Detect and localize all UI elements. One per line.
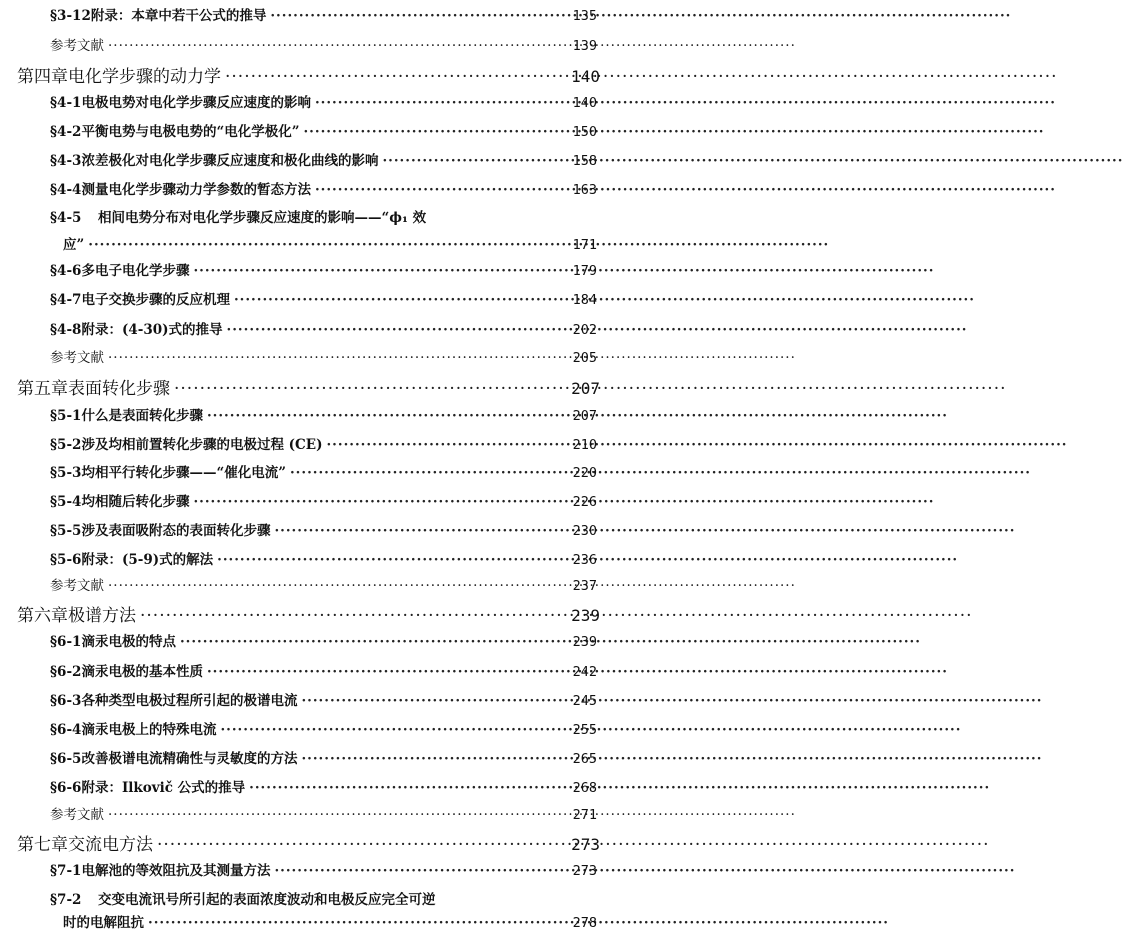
page-number: 242 — [572, 664, 597, 680]
dot-leader — [315, 95, 569, 111]
entry-title: 均相平行转化步骤——“催化电流” — [81, 465, 286, 481]
page-number: 239 — [571, 606, 600, 625]
dot-leader — [180, 634, 569, 650]
section-number: §4-6 — [50, 263, 82, 279]
toc-entry — [50, 259, 597, 279]
section-number: §5-5 — [50, 523, 82, 539]
entry-title: 多电子电化学步骤 — [81, 263, 190, 279]
toc-entry — [50, 660, 597, 680]
entry-title: 各种类型电极过程所引起的极谱电流 — [81, 693, 298, 709]
entry-title: 均相随后转化步骤 — [81, 494, 190, 510]
toc-entry — [50, 859, 597, 879]
page-number: 273 — [571, 835, 600, 854]
entry-title: 极谱方法 — [68, 606, 136, 626]
page-number: 205 — [572, 350, 597, 366]
toc-entry — [50, 4, 597, 24]
section-number: §6-2 — [50, 664, 82, 680]
entry-title: 附录：(4-30)式的推导 — [81, 322, 223, 338]
toc-entry — [50, 548, 597, 568]
page-number: 255 — [572, 722, 597, 738]
section-number: §7-1 — [50, 863, 82, 879]
dot-leader — [274, 863, 568, 879]
entry-title: 参考文献 — [50, 807, 104, 823]
section-number: §5-6 — [50, 552, 82, 568]
chapter-number: 第六章 — [17, 606, 68, 626]
references-entry — [50, 34, 597, 54]
toc-entry-continuation — [63, 911, 597, 931]
chapter-entry — [17, 374, 600, 399]
page-number: 140 — [571, 67, 600, 86]
toc-entry — [50, 91, 597, 111]
dot-leader — [382, 153, 568, 169]
dot-leader — [108, 38, 569, 54]
dot-leader — [207, 408, 569, 424]
entry-title: 涉及表面吸附态的表面转化步骤 — [81, 523, 271, 539]
section-number: §6-5 — [50, 751, 82, 767]
section-number: §6-4 — [50, 722, 82, 738]
toc-entry — [50, 433, 597, 453]
dot-leader — [249, 780, 568, 796]
page-number: 236 — [572, 552, 597, 568]
toc-entry — [50, 461, 597, 481]
toc-entry — [50, 404, 597, 424]
toc-entry — [50, 178, 597, 198]
entry-title: 滴汞电极的特点 — [81, 634, 176, 650]
page-number: 207 — [571, 379, 600, 398]
entry-title: 浓差极化对电化学步骤反应速度和极化曲线的影响 — [81, 153, 379, 169]
dot-leader — [303, 124, 568, 140]
dot-leader — [174, 379, 567, 399]
dot-leader — [225, 67, 567, 87]
dot-leader — [220, 722, 568, 738]
dot-leader — [108, 350, 569, 366]
toc-entry — [50, 776, 597, 796]
entry-title: 电子交换步骤的反应机理 — [81, 292, 230, 308]
dot-leader — [148, 915, 569, 931]
dot-leader — [140, 606, 567, 626]
section-number: §5-4 — [50, 494, 82, 510]
entry-title: 附录：(5-9)式的解法 — [81, 552, 214, 568]
page-number: 202 — [572, 322, 597, 338]
section-number: §5-2 — [50, 437, 82, 453]
entry-title: 表面转化步骤 — [68, 379, 170, 399]
entry-title: 平衡电势与电极电势的“电化学极化” — [81, 124, 300, 140]
entry-title-continuation: 时的电解阻抗 — [63, 915, 144, 931]
page-number: 207 — [572, 408, 597, 424]
dot-leader — [326, 437, 568, 453]
entry-title: 附录：Ilkovič 公式的推导 — [81, 780, 246, 796]
dot-leader — [301, 693, 568, 709]
page-number: 268 — [572, 780, 597, 796]
page-number: 245 — [572, 693, 597, 709]
page-number: 171 — [572, 237, 597, 253]
entry-title: 什么是表面转化步骤 — [81, 408, 203, 424]
dot-leader — [193, 494, 568, 510]
page-number: 230 — [572, 523, 597, 539]
toc-entry — [50, 718, 597, 738]
page-number: 265 — [572, 751, 597, 767]
dot-leader — [217, 552, 568, 568]
section-number: §5-3 — [50, 465, 82, 481]
entry-title: 测量电化学步骤动力学参数的暂态方法 — [81, 182, 311, 198]
entry-title: 参考文献 — [50, 578, 104, 594]
toc-entry — [50, 120, 597, 140]
page-number: 273 — [572, 863, 597, 879]
section-number: §4-7 — [50, 292, 82, 308]
section-number: §4-5 — [50, 210, 82, 226]
entry-title: 滴汞电极上的特殊电流 — [81, 722, 217, 738]
page-number: 226 — [572, 494, 597, 510]
section-number: §4-8 — [50, 322, 82, 338]
page-number: 139 — [572, 38, 597, 54]
section-number: §4-3 — [50, 153, 82, 169]
entry-title: 电化学步骤的动力学 — [68, 67, 221, 87]
page-number: 271 — [572, 807, 597, 823]
page-number: 135 — [572, 8, 597, 24]
references-entry — [50, 803, 597, 823]
page-number: 150 — [572, 124, 597, 140]
entry-title: 参考文献 — [50, 38, 104, 54]
page-number: 278 — [572, 915, 597, 931]
toc-entry — [50, 747, 597, 767]
toc-entry — [50, 888, 597, 908]
toc-entry — [50, 288, 597, 308]
page-number: 220 — [572, 465, 597, 481]
section-number: §6-1 — [50, 634, 82, 650]
chapter-entry — [17, 830, 600, 855]
chapter-entry — [17, 62, 600, 87]
chapter-number: 第四章 — [17, 67, 68, 87]
section-number: §4-4 — [50, 182, 82, 198]
entry-title: 涉及均相前置转化步骤的电极过程 (CE) — [81, 437, 323, 453]
dot-leader — [108, 578, 569, 594]
entry-title-continuation: 应” — [63, 237, 85, 253]
chapter-entry — [17, 601, 600, 626]
section-number: §6-3 — [50, 693, 82, 709]
dot-leader — [315, 182, 569, 198]
page-number: 179 — [572, 263, 597, 279]
dot-leader — [157, 835, 567, 855]
toc-entry — [50, 490, 597, 510]
references-entry — [50, 346, 597, 366]
section-number: §3-12 — [50, 8, 91, 24]
entry-title: 参考文献 — [50, 350, 104, 366]
entry-title: 附录：本章中若干公式的推导 — [90, 8, 267, 24]
page-number: 140 — [572, 95, 597, 111]
section-number: §7-2 — [50, 892, 82, 908]
dot-leader — [234, 292, 569, 308]
toc-entry — [50, 318, 597, 338]
entry-title: 电解池的等效阻抗及其测量方法 — [81, 863, 271, 879]
entry-title: 电极电势对电化学步骤反应速度的影响 — [81, 95, 311, 111]
page-number: 163 — [572, 182, 597, 198]
entry-title: 相间电势分布对电化学步骤反应速度的影响——“ϕ₁ 效 — [98, 210, 427, 226]
dot-leader — [193, 263, 568, 279]
entry-title: 滴汞电极的基本性质 — [81, 664, 203, 680]
dot-leader — [274, 523, 568, 539]
toc-entry — [50, 206, 597, 226]
page-number: 184 — [572, 292, 597, 308]
dot-leader — [227, 322, 569, 338]
page-number: 239 — [572, 634, 597, 650]
entry-title: 交变电流讯号所引起的表面浓度波动和电极反应完全可逆 — [98, 892, 436, 908]
section-number: §4-1 — [50, 95, 82, 111]
section-number: §5-1 — [50, 408, 82, 424]
section-number: §4-2 — [50, 124, 82, 140]
toc-entry — [50, 630, 597, 650]
dot-leader — [108, 807, 569, 823]
toc-entry-continuation — [63, 233, 597, 253]
dot-leader — [301, 751, 568, 767]
references-entry — [50, 574, 597, 594]
dot-leader — [207, 664, 569, 680]
section-number: §6-6 — [50, 780, 82, 796]
toc-entry — [50, 689, 597, 709]
page-number: 210 — [572, 437, 597, 453]
entry-title: 交流电方法 — [68, 835, 153, 855]
page-number: 158 — [572, 153, 597, 169]
dot-leader — [290, 465, 569, 481]
dot-leader — [88, 237, 568, 253]
chapter-number: 第五章 — [17, 379, 68, 399]
entry-title: 改善极谱电流精确性与灵敏度的方法 — [81, 751, 298, 767]
dot-leader — [270, 8, 568, 24]
chapter-number: 第七章 — [17, 835, 68, 855]
toc-entry — [50, 519, 597, 539]
toc-entry — [50, 149, 597, 169]
page-number: 237 — [572, 578, 597, 594]
